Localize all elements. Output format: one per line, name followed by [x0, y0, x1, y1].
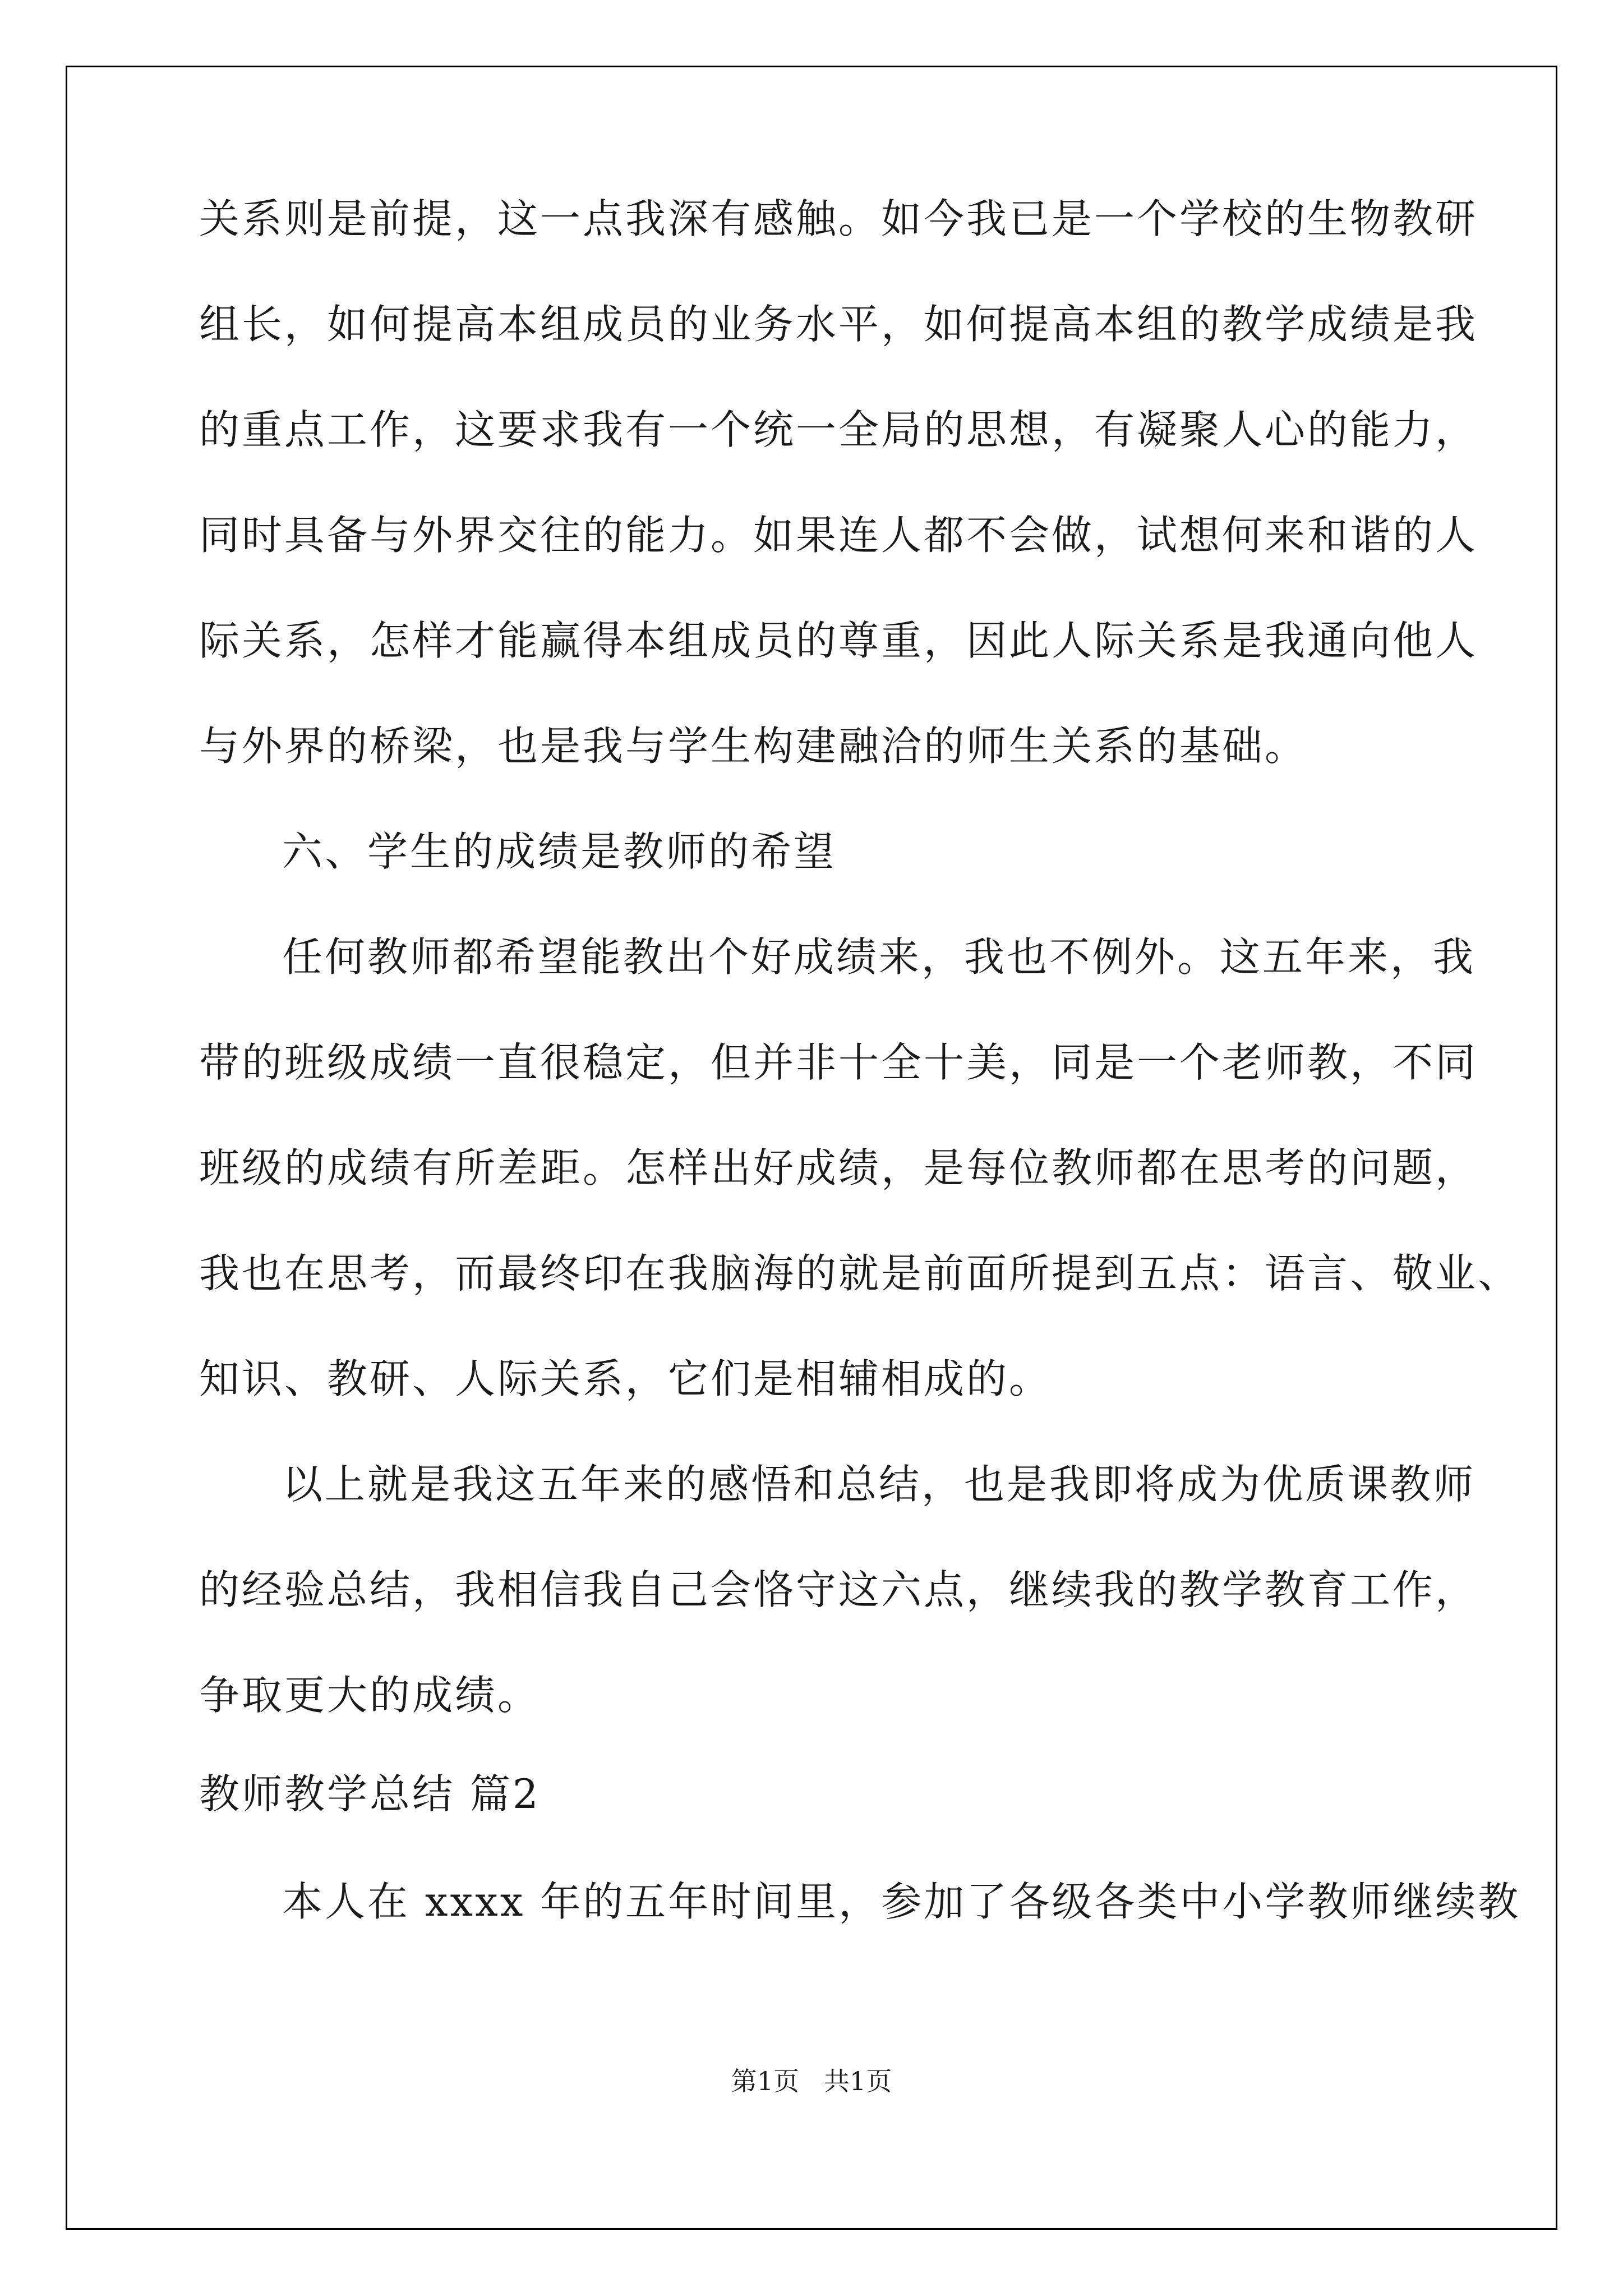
- paragraph-line: 我也在思考，而最终印在我脑海的就是前面所提到五点：语言、敬业、: [199, 1250, 1521, 1297]
- paragraph-line: 的经验总结，我相信我自己会恪守这六点，继续我的教学教育工作，: [199, 1566, 1478, 1613]
- paragraph-line: 班级的成绩有所差距。怎样出好成绩，是每位教师都在思考的问题，: [199, 1144, 1478, 1191]
- paragraph-line: 带的班级成绩一直很稳定，但并非十全十美，同是一个老师教，不同: [199, 1039, 1478, 1086]
- paragraph-line: 任何教师都希望能教出个好成绩来，我也不例外。这五年来，我: [282, 933, 1476, 981]
- paragraph-line: 与外界的桥梁，也是我与学生构建融洽的师生关系的基础。: [199, 723, 1308, 770]
- paragraph-line: 知识、教研、人际关系，它们是相辅相成的。: [199, 1355, 1052, 1402]
- paragraph-line: 关系则是前提，这一点我深有感触。如今我已是一个学校的生物教研: [199, 195, 1478, 242]
- paragraph-line: 组长，如何提高本组成员的业务水平，如何提高本组的教学成绩是我: [199, 301, 1478, 348]
- paragraph-line: 同时具备与外界交往的能力。如果连人都不会做，试想何来和谐的人: [199, 512, 1478, 559]
- paragraph-line: 际关系，怎样才能赢得本组成员的尊重，因此人际关系是我通向他人: [199, 617, 1478, 664]
- article-heading: 教师教学总结 篇2: [199, 1770, 541, 1818]
- section-heading: 六、学生的成绩是教师的希望: [282, 828, 837, 875]
- paragraph-line: 争取更大的成绩。: [199, 1672, 541, 1719]
- page-number-footer: 第1页 共1页: [731, 2066, 892, 2096]
- paragraph-line: 本人在 xxxx 年的五年时间里，参加了各级各类中小学教师继续教: [282, 1878, 1521, 1925]
- paragraph-line: 的重点工作，这要求我有一个统一全局的思想，有凝聚人心的能力，: [199, 406, 1478, 453]
- paragraph-line: 以上就是我这五年来的感悟和总结，也是我即将成为优质课教师: [282, 1461, 1476, 1508]
